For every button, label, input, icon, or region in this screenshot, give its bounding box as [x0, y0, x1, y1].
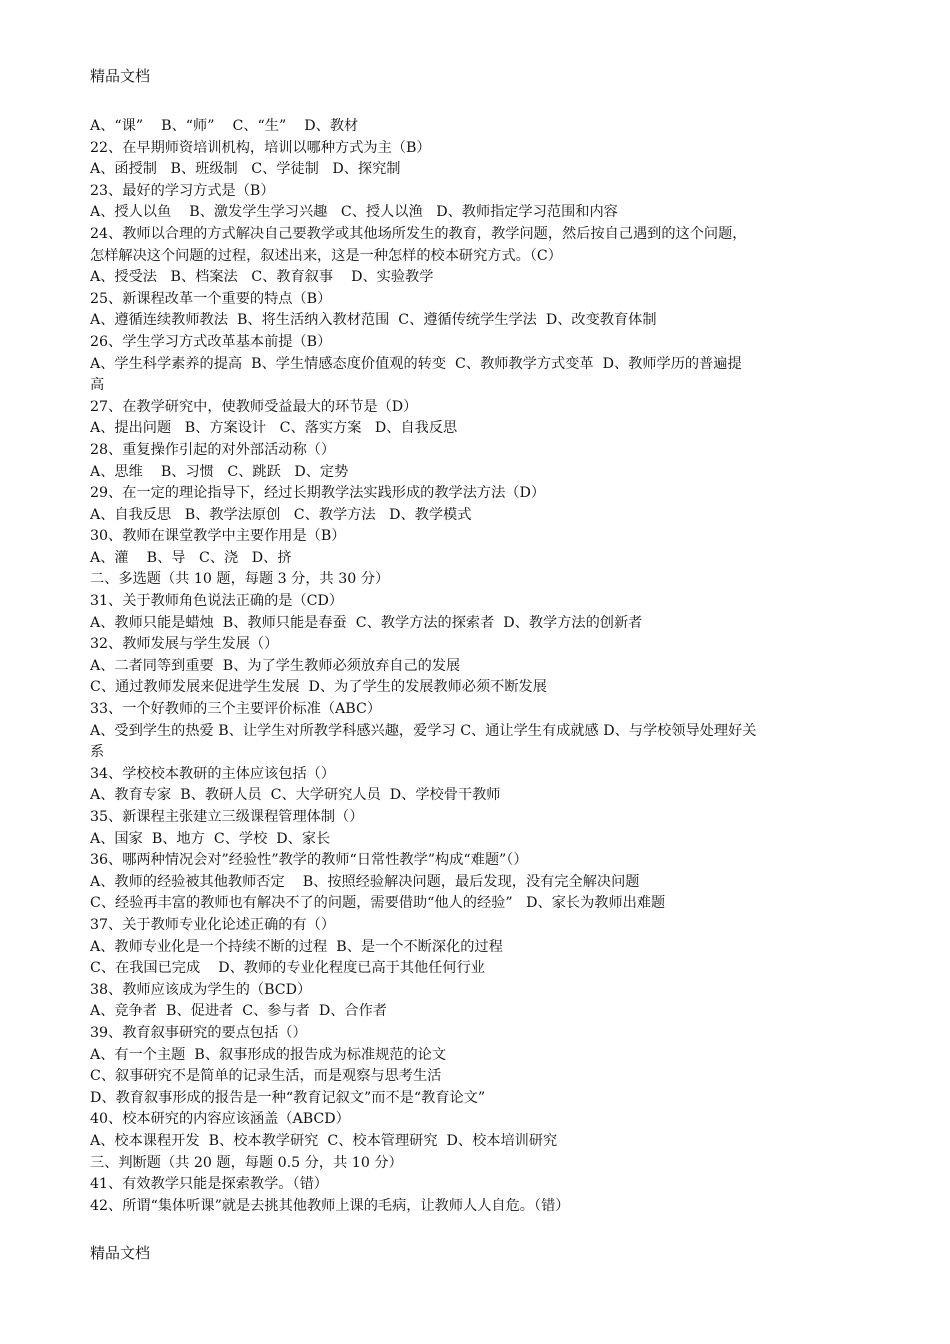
options-line: A、教师专业化是一个持续不断的过程 B、是一个不断深化的过程	[90, 938, 503, 955]
question-line: 39、教育叙事研究的要点包括（）	[90, 1024, 307, 1041]
options-line: A、自我反思 B、教学法原创 C、教学方法 D、教学模式	[90, 506, 472, 523]
options-line: A、有一个主题 B、叙事形成的报告成为标准规范的论文	[90, 1046, 447, 1063]
question-line: 怎样解决这个问题的过程，叙述出来，这是一种怎样的校本研究方式。（C）	[90, 247, 562, 264]
question-line: 40、校本研究的内容应该涵盖（ABCD）	[90, 1111, 350, 1128]
options-line: 系	[90, 744, 105, 761]
question-line: 23、最好的学习方式是（B）	[90, 182, 275, 199]
section-heading: 三、判断题（共 20 题，每题 0.5 分，共 10 分）	[90, 1154, 403, 1171]
question-line: 34、学校校本教研的主体应该包括（）	[90, 765, 336, 782]
document-body	[90, 116, 865, 1217]
question-line: 26、学生学习方式改革基本前提（B）	[90, 333, 332, 350]
options-line: A、授人以鱼 B、激发学生学习兴趣 C、授人以渔 D、教师指定学习范围和内容	[90, 204, 618, 221]
options-line: A、教师只能是蜡烛 B、教师只能是春蚕 C、教学方法的探索者 D、教学方法的创新者	[90, 614, 643, 631]
question-line: 33、一个好教师的三个主要评价标准（ABC）	[90, 701, 382, 718]
question-line: 37、关于教师专业化论述正确的有（）	[90, 916, 336, 933]
question-line: 27、在教学研究中，使教师受益最大的环节是（D）	[90, 398, 418, 415]
question-line: 32、教师发展与学生发展（）	[90, 636, 279, 653]
page-footer: 精品文档	[90, 1244, 151, 1262]
options-line: A、授受法 B、档案法 C、教育叙事 D、实验教学	[90, 269, 434, 286]
options-line: A、函授制 B、班级制 C、学徒制 D、探究制	[90, 161, 401, 178]
options-line: A、教师的经验被其他教师否定 B、按照经验解决问题，最后发现，没有完全解决问题	[90, 873, 640, 890]
question-line: 28、重复操作引起的对外部活动称（）	[90, 441, 336, 458]
question-line: 35、新课程主张建立三级课程管理体制（）	[90, 809, 364, 825]
options-line: A、二者同等到重要 B、为了学生教师必须放弃自己的发展	[90, 657, 461, 674]
options-line: A、思维 B、习惯 C、跳跃 D、定势	[90, 463, 349, 480]
text-line: A、“课” B、“师” C、“生” D、教材	[90, 118, 359, 134]
options-line: A、灌 B、导 C、浇 D、挤	[90, 549, 292, 566]
options-line: A、国家 B、地方 C、学校 D、家长	[90, 830, 331, 847]
options-line: A、学生科学素养的提高 B、学生情感态度价值观的转变 C、教师教学方式变革 D、教师学历的普遍提	[90, 355, 742, 372]
options-line: C、经验再丰富的教师也有解决不了的问题，需要借助“他人的经验” D、家长为教师出难题	[90, 895, 666, 912]
options-line: A、提出问题 B、方案设计 C、落实方案 D、自我反思	[90, 420, 458, 437]
section-heading: 二、多选题（共 10 题，每题 3 分，共 30 分）	[90, 571, 390, 588]
options-line: A、受到学生的热爱 B、让学生对所教学科感兴趣，爱学习 C、通让学生有成就感 D、与学校领导处理好关	[90, 722, 757, 739]
question-line: 29、在一定的理论指导下，经过长期教学法实践形成的教学法方法（D）	[90, 485, 546, 502]
options-line: A、校本课程开发 B、校本教学研究 C、校本管理研究 D、校本培训研究	[90, 1132, 558, 1149]
options-line: D、教育叙事形成的报告是一种“教育记叙文”而不是“教育论文”	[90, 1089, 486, 1106]
question-line: 41、有效教学只能是探索教学。（错）	[90, 1176, 328, 1193]
question-line: 30、教师在课堂教学中主要作用是（B）	[90, 528, 346, 545]
options-line: C、叙事研究不是简单的记录生活，而是观察与思考生活	[90, 1068, 442, 1085]
options-line: A、教育专家 B、教研人员 C、大学研究人员 D、学校骨干教师	[90, 787, 501, 804]
question-line: 42、所谓“集体听课”就是去挑其他教师上课的毛病，让教师人人自危。（错）	[90, 1197, 570, 1214]
question-line: 38、教师应该成为学生的（BCD）	[90, 981, 312, 998]
question-line: 22、在早期师资培训机构，培训以哪种方式为主（B）	[90, 139, 431, 156]
question-line: 36、哪两种情况会对”经验性”教学的教师“日常性教学”构成“难题”（）	[90, 852, 528, 869]
page-header: 精品文档	[90, 67, 151, 85]
options-line: 高	[90, 377, 105, 394]
options-line: A、竞争者 B、促进者 C、参与者 D、合作者	[90, 1003, 387, 1020]
options-line: A、遵循连续教师教法 B、将生活纳入教材范围 C、遵循传统学生学法 D、改变教育体制	[90, 312, 657, 329]
question-line: 25、新课程改革一个重要的特点（B）	[90, 290, 332, 307]
options-line: C、在我国已完成 D、教师的专业化程度已高于其他任何行业	[90, 960, 485, 977]
question-line: 31、关于教师角色说法正确的是（CD）	[90, 593, 344, 610]
question-line: 24、教师以合理的方式解决自己要教学或其他场所发生的教育，教学问题，然后按自己遇到的这个问题，	[90, 225, 747, 242]
options-line: C、通过教师发展来促进学生发展 D、为了学生的发展教师必须不断发展	[90, 679, 547, 696]
